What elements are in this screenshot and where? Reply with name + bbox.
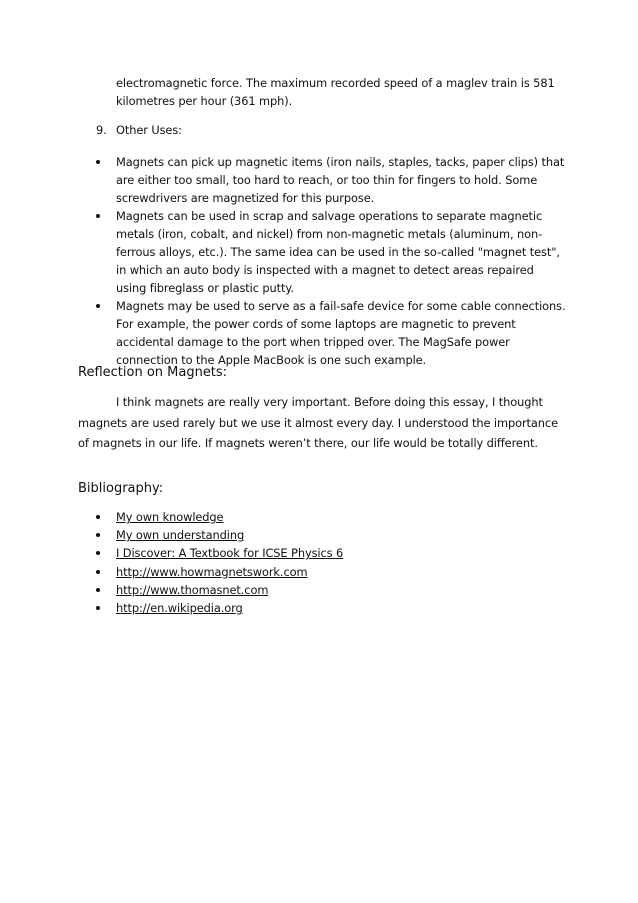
other-uses-list: [94, 153, 566, 369]
bibliography-list: [94, 508, 494, 617]
section-9-heading: [96, 121, 182, 139]
bibliography-link[interactable]: My own understanding: [116, 528, 245, 543]
bibliography-item: [94, 544, 494, 562]
bibliography-item: [94, 599, 494, 617]
section-number: 9.: [96, 123, 107, 137]
bibliography-item: [94, 508, 494, 526]
bibliography-item: [94, 581, 494, 599]
bibliography-link[interactable]: http://www.howmagnetswork.com: [116, 564, 308, 579]
list-item: Magnets can be used in scrap and salvage operations to separate magnetic metals (iron, cobalt, and nickel) from non-magnetic metals (aluminum, non-ferrous alloys, etc.). The same idea can be used in the so-called "magnet test", in which an auto body is inspected with a magnet to detect areas repaired using fibreglass or plastic putty.: [94, 207, 566, 297]
bibliography-link[interactable]: http://www.thomasnet.com: [116, 582, 269, 597]
reflection-paragraph: I think magnets are really very important. Before doing this essay, I thought magnets are used rarely but we use it almost every day. I understood the importance of magnets in our life. If magnets weren’t there, our life would be totally different.: [78, 395, 558, 450]
continuation-paragraph: electromagnetic force. The maximum recorded speed of a maglev train is 581 kilometres per hour (361 mph).: [116, 76, 555, 108]
reflection-heading: Reflection on Magnets:: [78, 365, 228, 380]
bibliography-link[interactable]: http://en.wikipedia.org: [116, 600, 243, 615]
bibliography-heading: Bibliography:: [78, 481, 164, 496]
bibliography-link[interactable]: My own knowledge: [116, 510, 224, 524]
bibliography-link[interactable]: I Discover: A Textbook for ICSE Physics 6: [116, 546, 344, 561]
bibliography-item: [94, 526, 494, 544]
list-item: Magnets can pick up magnetic items (iron nails, staples, tacks, paper clips) that are either too small, too hard to reach, or too thin for fingers to hold. Some screwdrivers are magnetized for this purpose.: [94, 153, 566, 207]
list-item: Magnets may be used to serve as a fail-safe device for some cable connections. For example, the power cords of some laptops are magnetic to prevent accidental damage to the port when tripped over. The MagSafe power connection to the Apple MacBook is one such example.: [94, 297, 566, 369]
bibliography-item: [94, 563, 494, 581]
section-title: Other Uses:: [116, 123, 182, 137]
